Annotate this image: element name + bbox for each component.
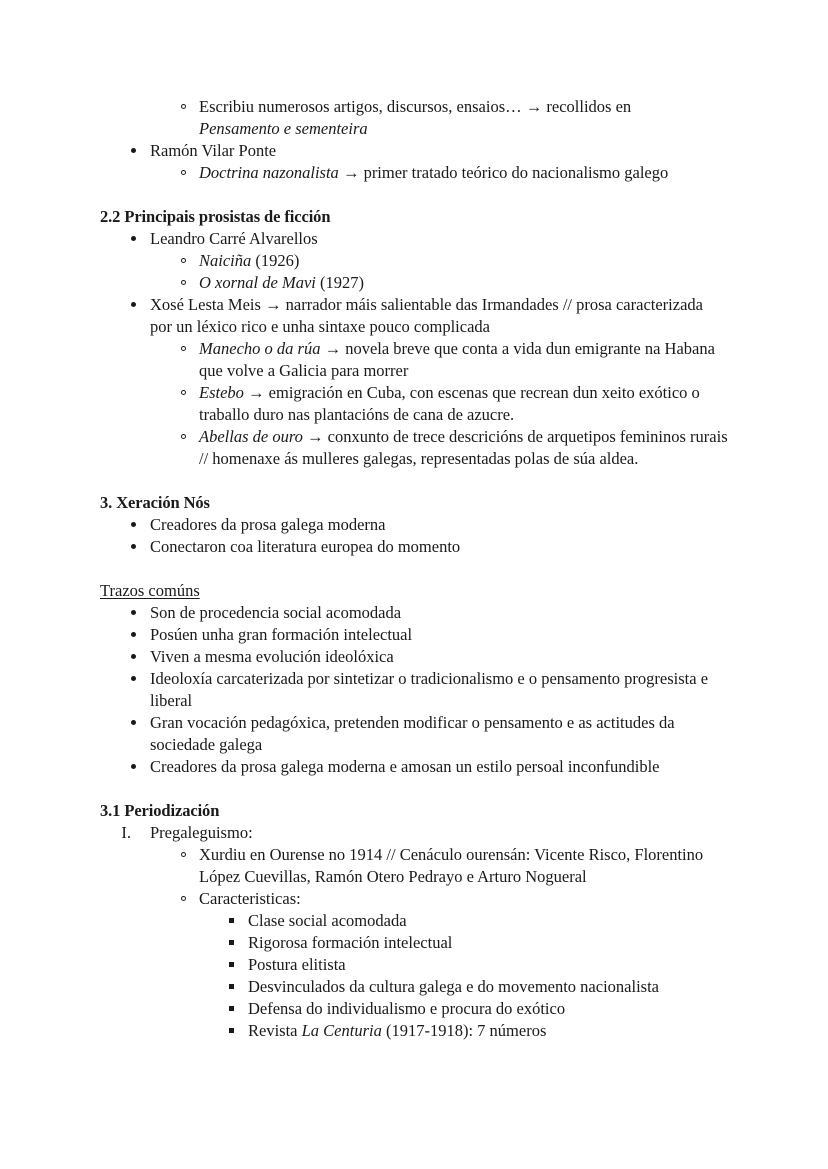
hollow-circle-bullet-icon [176,426,190,448]
section-heading-2-2: 2.2 Principais prosistas de ficción [100,207,331,226]
work-title: Estebo [199,383,244,402]
subsection-label-trazos-comuns: Trazos comúns [100,581,200,600]
list-item-label: → primer tratado teórico do nacionalismo galego [338,163,669,182]
list-item-label: Ideoloxía carcaterizada por sintetizar o tradicionalismo e o pensamento progresista e liberal [150,669,709,710]
list-item-label: Rigorosa formación intelectual [248,933,453,952]
list-item [100,668,728,712]
square-bullet-icon [224,976,238,998]
hollow-circle-bullet-icon [176,338,190,360]
list-item-label: → emigración en Cuba, con escenas que recrean dun xeito exótico o traballo duro nas plantacións de cana de azucre. [199,383,700,424]
square-bullet-icon [224,910,238,932]
list-item [100,976,728,998]
hollow-circle-bullet-icon [176,844,190,866]
spacer [100,778,728,800]
list-item-label: Son de procedencia social acomodada [150,603,402,622]
spacer [100,184,728,206]
list-item-text [199,272,728,294]
hollow-circle-bullet-icon [176,382,190,404]
section-heading-3: 3. Xeración Nós [100,493,210,512]
list-item [100,536,728,558]
list-item-text [199,382,728,426]
list-item-text [199,96,728,140]
list-item-label: Escribiu numerosos artigos, discursos, ensaios… → recollidos en [199,97,632,116]
list-item [100,162,728,184]
list-item-label: Defensa do individualismo e procura do exótico [248,999,566,1018]
work-title: Doctrina nazonalista [199,163,339,182]
publication-detail: (1917-1918): 7 números [381,1021,547,1040]
list-item [100,228,728,250]
list-item-label: Viven a mesma evolución ideolóxica [150,647,394,666]
list-item-label: Revista [248,1021,302,1040]
list-item-text [199,426,728,470]
list-item [100,338,728,382]
list-item-label: Clase social acomodada [248,911,407,930]
list-item-text [248,1020,728,1042]
list-item-label: Xurdiu en Ourense no 1914 // Cenáculo ourensán: Vicente Risco, Florentino López Cuevillas, Ramón Otero Pedrayo e Arturo Nogueral [199,845,704,886]
round-bullet-icon [126,514,140,536]
list-item [100,954,728,976]
work-title: Manecho o da rúa [199,339,321,358]
list-item-label: Xosé Lesta Meis → narrador máis salientable das Irmandades // prosa caracterizada por un léxico rico e unha sintaxe pouco complicada [150,295,703,336]
list-item-label: Caracteristicas: [199,889,301,908]
list-item-label: → conxunto de trece descricións de arquetipos femininos rurais // homenaxe ás mulleres galegas, representadas polas de súa aldea. [199,427,728,468]
work-title: Abellas de ouro [199,427,303,446]
round-bullet-icon [126,140,140,162]
spacer [100,558,728,580]
list-item [100,250,728,272]
round-bullet-icon [126,294,140,316]
list-item [100,140,728,162]
square-bullet-icon [224,998,238,1020]
section-heading-3-1: 3.1 Periodización [100,801,220,820]
round-bullet-icon [126,712,140,734]
list-item [100,514,728,536]
square-bullet-icon [224,954,238,976]
list-item [100,998,728,1020]
publication-year: (1926) [251,251,300,270]
round-bullet-icon [126,624,140,646]
list-item-text [199,338,728,382]
list-item [100,96,728,140]
subsection-label-wrap [100,580,728,602]
round-bullet-icon [126,756,140,778]
list-item-label: Leandro Carré Alvarellos [150,229,318,248]
round-bullet-icon [126,228,140,250]
round-bullet-icon [126,646,140,668]
list-item-text [199,162,728,184]
list-item [100,382,728,426]
list-item-label: Postura elitista [248,955,346,974]
list-item [100,294,728,338]
hollow-circle-bullet-icon [176,888,190,910]
hollow-circle-bullet-icon [176,96,190,118]
list-item [100,844,728,888]
square-bullet-icon [224,932,238,954]
list-item [100,646,728,668]
round-bullet-icon [126,602,140,624]
publication-year: (1927) [315,273,364,292]
round-bullet-icon [126,668,140,690]
list-item [100,888,728,910]
list-item [100,624,728,646]
work-title: Pensamento e sementeira [199,119,368,138]
list-item [100,756,728,778]
hollow-circle-bullet-icon [176,162,190,184]
list-item [100,932,728,954]
list-item-label: Gran vocación pedagóxica, pretenden modificar o pensamento e as actitudes da sociedade galega [150,713,675,754]
work-title: Naiciña [199,251,252,270]
list-item-label: Creadores da prosa galega moderna e amosan un estilo persoal inconfundible [150,757,660,776]
list-item-label: Desvinculados da cultura galega e do movemento nacionalista [248,977,659,996]
list-item [100,426,728,470]
list-item-label: Posúen unha gran formación intelectual [150,625,413,644]
hollow-circle-bullet-icon [176,250,190,272]
list-item [100,602,728,624]
list-item [100,910,728,932]
spacer [100,470,728,492]
square-bullet-icon [224,1020,238,1042]
list-item-label: Conectaron coa literatura europea do momento [150,537,461,556]
round-bullet-icon [126,536,140,558]
list-item [100,822,728,844]
document-content [100,96,728,1042]
hollow-circle-bullet-icon [176,272,190,294]
work-title: O xornal de Mavi [199,273,316,292]
list-item-label: → novela breve que conta a vida dun emigrante na Habana que volve a Galicia para morrer [199,339,715,380]
roman-numeral-marker: I. [121,823,131,842]
list-item-label: Pregaleguismo: [150,823,253,842]
list-item-text [199,250,728,272]
list-item [100,272,728,294]
list-item [100,712,728,756]
work-title: La Centuria [301,1021,382,1040]
list-item [100,1020,728,1042]
list-item-label: Ramón Vilar Ponte [150,141,277,160]
list-item-label: Creadores da prosa galega moderna [150,515,386,534]
